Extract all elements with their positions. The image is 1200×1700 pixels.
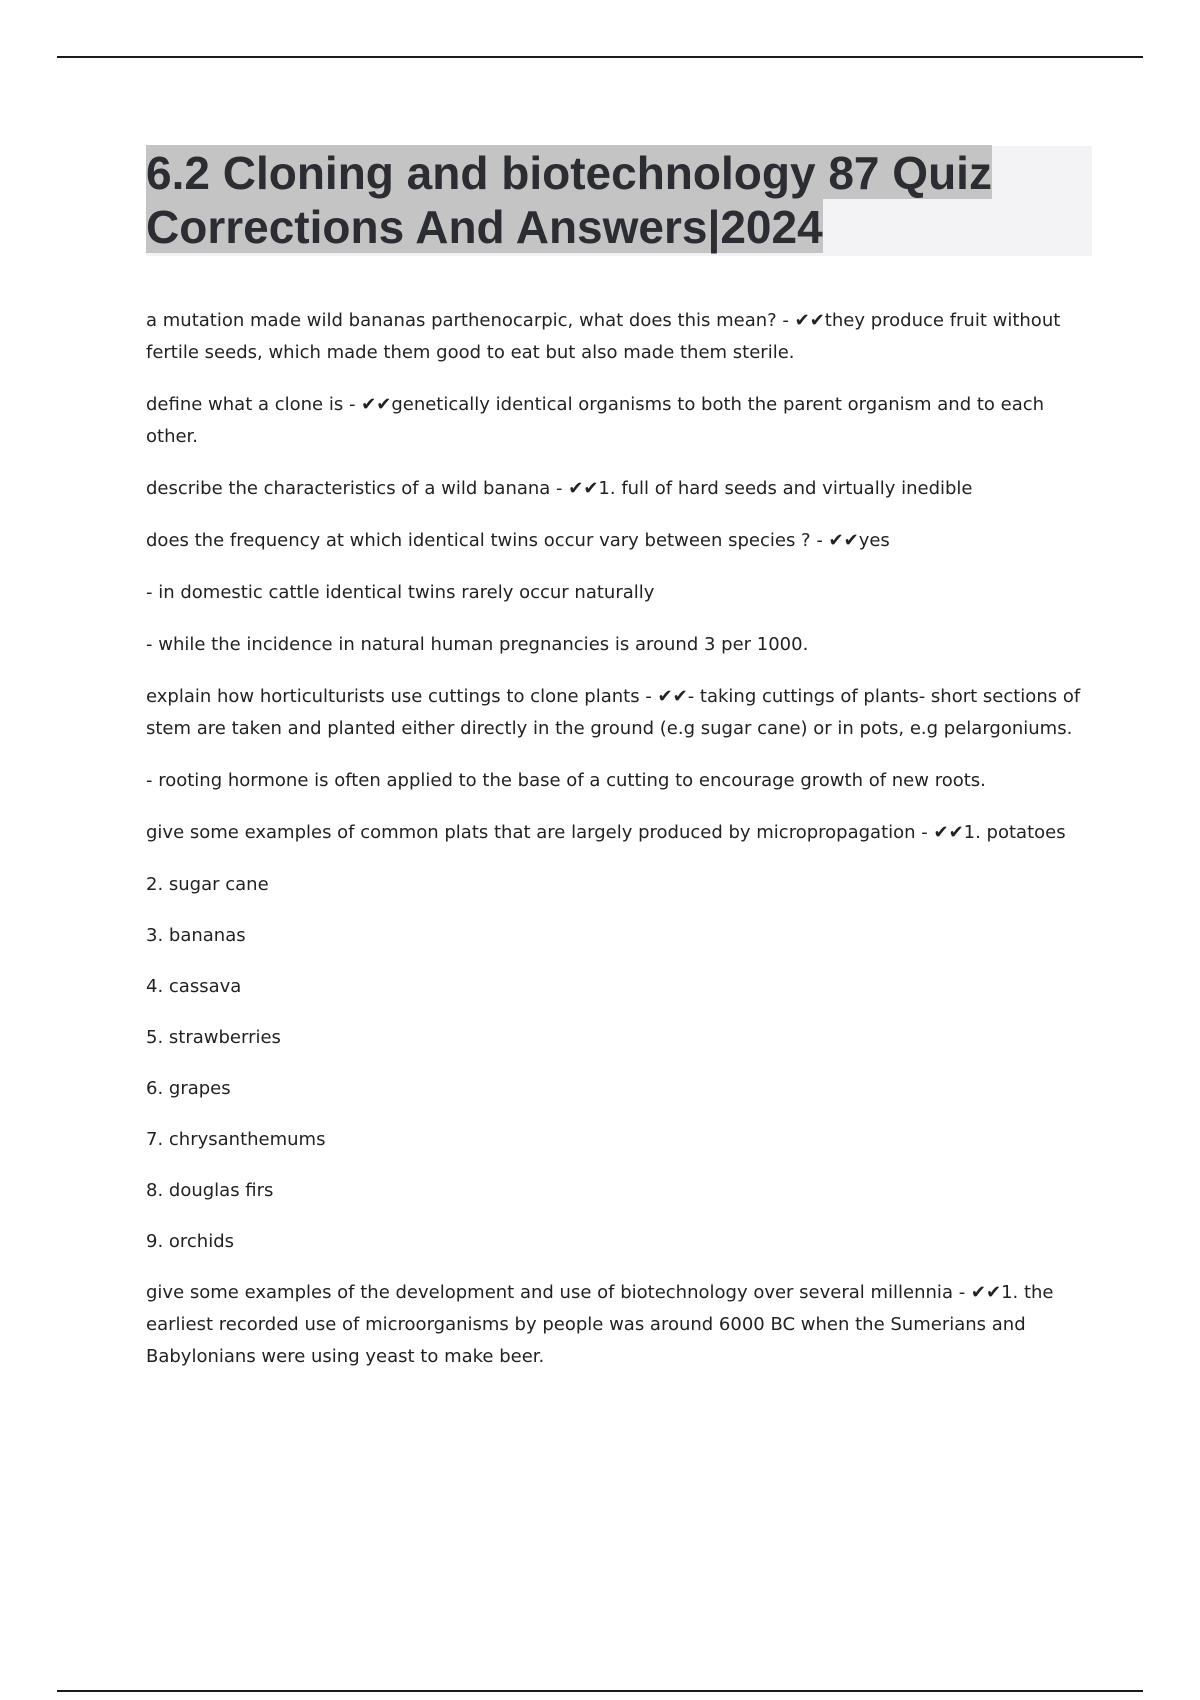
list-item: 2. sugar cane — [146, 874, 269, 895]
list-item: 7. chrysanthemums — [146, 1129, 326, 1150]
qa-paragraph: - rooting hormone is often applied to the base of a cutting to encourage growth of new roots. — [146, 770, 986, 791]
list-item: 8. douglas firs — [146, 1180, 274, 1201]
title-line-2: Corrections And Answers|2024 — [146, 201, 823, 253]
qa-paragraph: explain how horticulturists use cuttings to clone plants - ✔✔- taking cuttings of plants- short sections of stem are taken and planted either directly in the ground (e.g sugar cane) or in pots, e.g pelargoniums. — [146, 686, 1081, 739]
qa-paragraph: does the frequency at which identical twins occur vary between species ? - ✔✔yes — [146, 530, 890, 551]
qa-paragraph: give some examples of common plats that are largely produced by micropropagation - ✔✔1. potatoes — [146, 822, 1066, 843]
qa-paragraph: a mutation made wild bananas parthenocarpic, what does this mean? - ✔✔they produce fruit without fertile seeds, which made them good to eat but also made them sterile. — [146, 310, 1061, 363]
qa-paragraph: define what a clone is - ✔✔genetically identical organisms to both the parent organism and to each other. — [146, 394, 1045, 447]
top-rule — [57, 56, 1143, 58]
qa-paragraph: give some examples of the development and use of biotechnology over several millennia - ✔✔1. the earliest recorded use of microorganisms by people was around 6000 BC when the Sumerians and Babylonians were using yeast to make beer. — [146, 1282, 1054, 1367]
title-line-1: 6.2 Cloning and biotechnology 87 Quiz — [146, 147, 992, 199]
list-item: 9. orchids — [146, 1231, 235, 1252]
qa-paragraph: describe the characteristics of a wild banana - ✔✔1. full of hard seeds and virtually inedible — [146, 478, 973, 499]
list-item: 4. cassava — [146, 976, 242, 997]
list-item: 3. bananas — [146, 925, 246, 946]
qa-paragraph: - in domestic cattle identical twins rarely occur naturally — [146, 582, 655, 603]
list-item: 6. grapes — [146, 1078, 231, 1099]
document-title — [146, 146, 992, 254]
document-body — [146, 305, 1092, 1393]
qa-paragraph: - while the incidence in natural human pregnancies is around 3 per 1000. — [146, 634, 809, 655]
list-item: 5. strawberries — [146, 1027, 281, 1048]
bottom-rule — [57, 1690, 1143, 1692]
